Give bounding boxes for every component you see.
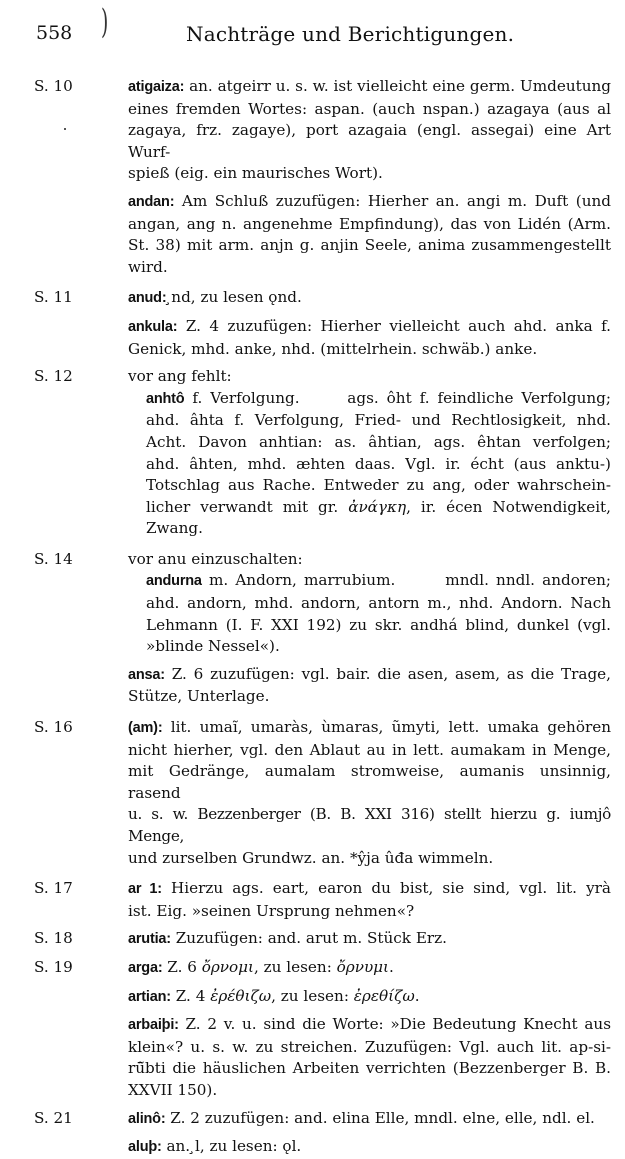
text-line: licher verwandt mit gr. xyxy=(146,497,349,516)
section-label: S. 21 xyxy=(34,1108,73,1127)
entry-s12 xyxy=(0,366,625,540)
headword: (am): xyxy=(128,720,163,737)
entry-item-arutia xyxy=(128,928,611,951)
entry-s14 xyxy=(0,549,625,708)
entry-item-ansa xyxy=(128,664,611,708)
headword: andurna xyxy=(146,573,202,590)
text-line: eines fremden Wortes: aspan. (auch nspan.) azagaya (aus al xyxy=(128,99,611,118)
section-label: S. 14 xyxy=(34,549,73,568)
text-line: Z. 6 xyxy=(162,957,202,976)
entry-s10 xyxy=(0,76,625,278)
page-number: 558 xyxy=(36,22,73,44)
text-line: an. atgeirr u. s. w. ist vielleicht eine germ. Umdeutung xyxy=(184,77,611,95)
text-line: , ir. écen Notwendigkeit, xyxy=(406,497,611,516)
section-label: S. 17 xyxy=(34,879,73,898)
text-line: Z. 2 zuzufügen: and. elina Elle, mndl. elne, elle, ndl. el. xyxy=(165,1108,595,1127)
running-title: Nachträge und Berichtigungen. xyxy=(186,22,515,46)
entry-item-ar1 xyxy=(128,878,611,922)
headword: ansa: xyxy=(128,666,165,683)
headword: ankula: xyxy=(128,318,178,335)
headword: alinô: xyxy=(128,1110,166,1127)
text-line: Z. 2 v. u. sind die Worte: »Die Bedeutung Knecht aus xyxy=(178,1015,611,1034)
section-label: S. 11 xyxy=(34,288,73,307)
section-label: S. 10 xyxy=(34,77,73,95)
greek-word: ἀνάγκη xyxy=(348,497,407,516)
text-line: Acht. Davon anhtian: as. âhtian, ags. êhtan verfolgen; xyxy=(146,432,611,451)
text-line: ahd. âhten, mhd. æhten daas. Vgl. ir. écht (aus anktu-) xyxy=(146,454,611,473)
margin-mark: ) xyxy=(100,2,109,42)
text-line: ahd. andorn, mhd. andorn, antorn m., nhd. Andorn. Nach xyxy=(146,594,611,613)
text-line: , zu lesen: xyxy=(254,957,337,976)
greek-word: ἐρεθίζω xyxy=(353,986,415,1005)
text-line: spieß (eig. ein maurisches Wort). xyxy=(128,164,383,183)
text-line: Am Schluß zuzufügen: Hierher an. angi m. Duft (und xyxy=(174,191,611,210)
entry-s11 xyxy=(0,287,625,360)
text-line: u. s. w. Bezzenberger (B. B. XXI 316) stellt hierzu g. iumjô Menge, xyxy=(128,805,611,845)
entry-item-ankula xyxy=(128,316,611,360)
entry-intro xyxy=(128,549,611,571)
entry-item-andurna xyxy=(146,570,611,657)
entry-item-alino xyxy=(128,1108,611,1131)
text-line: vor anu einzuschalten: xyxy=(128,549,303,568)
text-line: m. Andorn, marrubium. mndl. nndl. andoren; xyxy=(201,571,611,590)
text-line: und zurselben Grundwz. an. *ŷja ûđa wimmeln. xyxy=(128,848,494,867)
text-line: ist. Eig. »seinen Ursprung nehmen«? xyxy=(128,901,415,920)
text-line: Z. 4 zuzufügen: Hierher vielleicht auch ahd. anka f. xyxy=(177,316,611,335)
text-line: Zuzufügen: and. arut m. Stück Erz. xyxy=(170,929,448,948)
headword: arga: xyxy=(128,959,163,976)
section-label: S. 18 xyxy=(34,929,73,948)
text-line: Lehmann (I. F. XXI 192) zu skr. andhá blind, dunkel (vgl. xyxy=(146,615,611,634)
text-line: klein«? u. s. w. zu streichen. Zuzufügen: Vgl. auch lit. ap-si- xyxy=(128,1037,611,1056)
entry-s19 xyxy=(0,957,625,1102)
text-line: nicht hierher, vgl. den Ablaut au in lett. aumakam in Menge, xyxy=(128,740,611,759)
text-line: an. ̧l, zu lesen: ǫl. xyxy=(161,1137,302,1156)
entries-list xyxy=(0,46,625,1159)
entry-item-anud xyxy=(128,287,611,310)
entry-item-aluth xyxy=(128,1136,611,1159)
text-line: lit. umaĩ, umaràs, ùmaras, ũmyti, lett. umaka gehören xyxy=(162,718,611,737)
entry-intro xyxy=(128,366,611,388)
entry-s16 xyxy=(0,717,625,869)
text-line: Genick, mhd. anke, nhd. (mittelrhein. schwäb.) anke. xyxy=(128,339,538,358)
greek-word: ὄρνομι xyxy=(201,957,255,976)
text-line: mit Gedränge, aumalam stromweise, aumanis unsinnig, rasend xyxy=(128,762,611,802)
entry-item-arbaithi xyxy=(128,1014,611,1101)
text-line: f. Verfolgung. ags. ôht f. feindliche Verfolgung; xyxy=(184,388,611,407)
section-label: S. 19 xyxy=(34,957,73,976)
headword: atigaiza: xyxy=(128,79,185,95)
text-line: »blinde Nessel«). xyxy=(146,637,280,656)
entry-item-arga xyxy=(128,957,611,980)
entry-item-anhto xyxy=(146,388,611,540)
entry-s21 xyxy=(0,1108,625,1159)
text-line: angan, ang n. angenehme Empfindung), das von Lidén (Arm. xyxy=(128,214,611,233)
entry-item-atigaiza xyxy=(128,76,611,185)
headword: artian: xyxy=(128,988,171,1005)
text-line: , zu lesen: xyxy=(271,986,354,1005)
text-line: vor ang fehlt: xyxy=(128,367,232,386)
text-line: XXVII 150). xyxy=(128,1080,218,1099)
text-line: . xyxy=(414,986,420,1005)
greek-word: ἐρέθιζω xyxy=(210,986,272,1005)
text-line: ahd. âhta f. Verfolgung, Fried- und Rechtlosigkeit, nhd. xyxy=(146,411,611,430)
entry-s17 xyxy=(0,878,625,922)
greek-word: ὄρνυμι xyxy=(336,957,390,976)
headword: ar 1: xyxy=(128,881,162,898)
text-line: rū̃bti die häuslichen Arbeiten verrichten (Bezzenberger B. B. xyxy=(128,1059,611,1078)
headword: anud: xyxy=(128,290,167,307)
headword: arbaiþi: xyxy=(128,1017,179,1034)
text-line: . xyxy=(389,957,394,976)
text-line: zagaya, frz. zagaye), port azagaia (engl. assegai) eine Art Wurf- xyxy=(128,121,611,161)
text-line: Stütze, Unterlage. xyxy=(128,687,270,706)
text-line: Totschlag aus Rache. Entweder zu ang, oder wahrschein- xyxy=(146,476,611,495)
section-label: S. 12 xyxy=(34,367,73,386)
entry-item-artian xyxy=(128,986,611,1009)
text-line: Z. 6 zuzufügen: vgl. bair. die asen, asem, as die Trage, xyxy=(164,664,611,683)
entry-s18 xyxy=(0,928,625,951)
text-line: Zwang. xyxy=(146,519,203,538)
text-line: wird. xyxy=(128,257,168,276)
headword: andan: xyxy=(128,193,175,210)
entry-item-andan xyxy=(128,191,611,278)
text-line: Hierzu ags. eart, earon du bist, sie sind, vgl. lit. yrà xyxy=(161,879,611,898)
text-line: ̧nd, zu lesen ǫnd. xyxy=(166,288,302,307)
text-line: St. 38) mit arm. anjn g. anjin Seele, anima zusammengestellt xyxy=(128,236,611,255)
entry-item-am xyxy=(128,717,611,869)
headword: aluþ: xyxy=(128,1139,162,1156)
section-label: S. 16 xyxy=(34,718,73,737)
headword: anhtô xyxy=(146,390,185,407)
text-line: Z. 4 xyxy=(170,986,211,1005)
headword: arutia: xyxy=(128,931,171,948)
